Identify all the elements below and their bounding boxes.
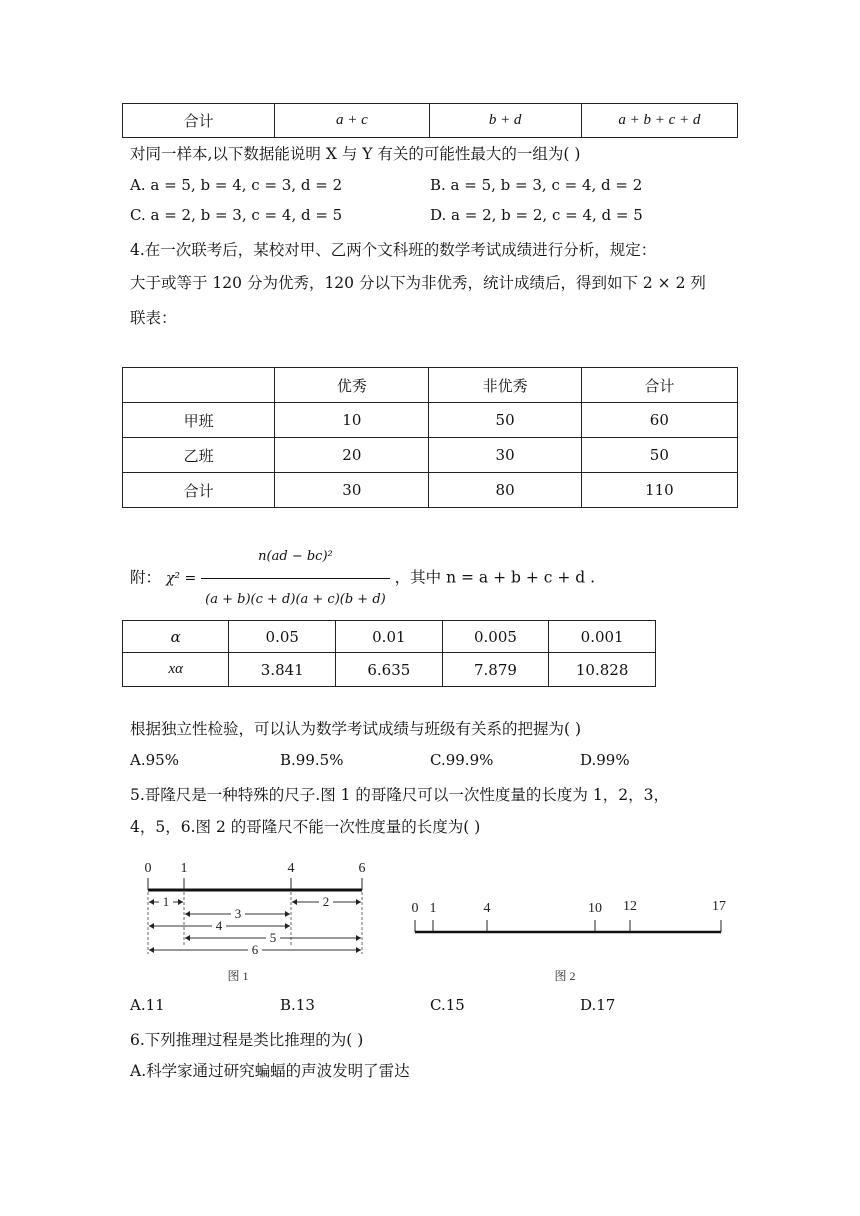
q4-line-3: 联表： (130, 309, 177, 327)
golomb-ruler-figure-1 (138, 852, 378, 987)
formula-lhs: χ² = (165, 570, 197, 587)
formula-fraction (201, 537, 390, 620)
top-table (122, 103, 738, 138)
table-cell: 50 (429, 403, 581, 438)
ruler-mark-label: 4 (287, 861, 295, 876)
q3-option-a: A. a = 5, b = 4, c = 3, d = 2 (130, 176, 343, 194)
q4-line-1: 4.在一次联考后，某校对甲、乙两个文科班的数学考试成绩进行分析，规定： (130, 241, 657, 259)
figure-1-caption: 图 1 (227, 969, 249, 983)
ruler-ticks (415, 920, 721, 932)
table-cell: 10 (275, 403, 429, 438)
q4-option-a: A.95% (130, 751, 179, 769)
table-cell: 60 (581, 403, 737, 438)
ruler-mark-label: 12 (623, 899, 637, 914)
table-row (123, 473, 738, 508)
table-cell: 80 (429, 473, 581, 508)
table-cell: 10.828 (549, 653, 656, 687)
q4-option-b: B.99.5% (280, 751, 344, 769)
table-cell: 0.01 (336, 621, 443, 653)
table-cell: 0.001 (549, 621, 656, 653)
ruler-mark-label: 1 (180, 861, 188, 876)
q4-line-2: 大于或等于 120 分为优秀，120 分以下为非优秀，统计成绩后，得到如下 2 × 2 列 (130, 274, 706, 292)
q4-option-d: D.99% (580, 751, 630, 769)
table-cell: 20 (275, 438, 429, 473)
q3-stem: 对同一样本,以下数据能说明 X 与 Y 有关的可能性最大的一组为( ) (130, 145, 581, 163)
golomb-ruler-figure-2 (405, 892, 735, 987)
q4-option-c: C.99.9% (430, 751, 494, 769)
formula-prefix: 附： (130, 568, 162, 587)
ruler-mark-label: 17 (712, 899, 726, 914)
ruler-mark-label: 4 (483, 901, 491, 916)
table-cell: 7.879 (442, 653, 549, 687)
table-cell: 30 (429, 438, 581, 473)
table-cell: 50 (581, 438, 737, 473)
ruler-mark-label: 0 (144, 861, 152, 876)
critical-value-table (122, 620, 656, 687)
table-cell: 0.005 (442, 621, 549, 653)
table-cell: 110 (581, 473, 737, 508)
formula-numerator: n(ad − bc)² (258, 549, 333, 564)
top-table-label: 合计 (123, 104, 275, 138)
q5-option-c: C.15 (430, 996, 465, 1014)
formula-suffix: ，其中 n = a + b + c + d . (394, 568, 596, 587)
span-label: 6 (251, 942, 259, 957)
top-table-cell: a + c (275, 104, 429, 138)
table-cell: 乙班 (123, 438, 275, 473)
table-cell: 合计 (123, 473, 275, 508)
ruler-mark-label: 6 (358, 861, 366, 876)
top-table-cell: a + b + c + d (581, 104, 737, 138)
q3-option-d: D. a = 2, b = 2, c = 4, d = 5 (430, 206, 643, 224)
table-header: 非优秀 (429, 368, 581, 403)
table-cell: xα (123, 653, 229, 687)
q5-option-d: D.17 (580, 996, 616, 1014)
figure-2-caption: 图 2 (554, 969, 576, 983)
table-cell: 3.841 (229, 653, 336, 687)
table-cell: 甲班 (123, 403, 275, 438)
q3-option-b: B. a = 5, b = 3, c = 4, d = 2 (430, 176, 643, 194)
span-label: 1 (162, 894, 170, 909)
q5-option-a: A.11 (130, 996, 165, 1014)
ruler-mark-label: 10 (588, 901, 602, 916)
q5-line-2: 4，5，6.图 2 的哥隆尺不能一次性度量的长度为( ) (130, 818, 481, 836)
span-label: 4 (215, 918, 223, 933)
table-cell: 0.05 (229, 621, 336, 653)
span-label: 3 (234, 906, 242, 921)
table-header (123, 368, 275, 403)
table-cell: 6.635 (336, 653, 443, 687)
table-header: 合计 (581, 368, 737, 403)
q5-option-b: B.13 (280, 996, 315, 1014)
table-cell: 30 (275, 473, 429, 508)
span-label: 2 (322, 894, 330, 909)
q6-option-a: A.科学家通过研究蝙蝠的声波发明了雷达 (130, 1062, 410, 1080)
contingency-table (122, 367, 738, 508)
ruler-mark-label: 0 (411, 901, 419, 916)
ruler-mark-label: 1 (429, 901, 437, 916)
chi-square-formula (130, 537, 595, 620)
table-cell: α (123, 621, 229, 653)
top-table-cell: b + d (429, 104, 581, 138)
q5-line-1: 5.哥隆尺是一种特殊的尺子.图 1 的哥隆尺可以一次性度量的长度为 1，2，3， (130, 786, 669, 804)
q4-stem: 根据独立性检验，可以认为数学考试成绩与班级有关系的把握为( ) (130, 720, 582, 738)
table-header: 优秀 (275, 368, 429, 403)
ruler-ticks (148, 878, 362, 890)
q3-option-c: C. a = 2, b = 3, c = 4, d = 5 (130, 206, 343, 224)
table-row (123, 438, 738, 473)
formula-denominator: (a + b)(c + d)(a + c)(b + d) (201, 578, 390, 620)
q6-stem: 6.下列推理过程是类比推理的为( ) (130, 1031, 364, 1049)
table-row (123, 403, 738, 438)
span-label: 5 (269, 930, 277, 945)
